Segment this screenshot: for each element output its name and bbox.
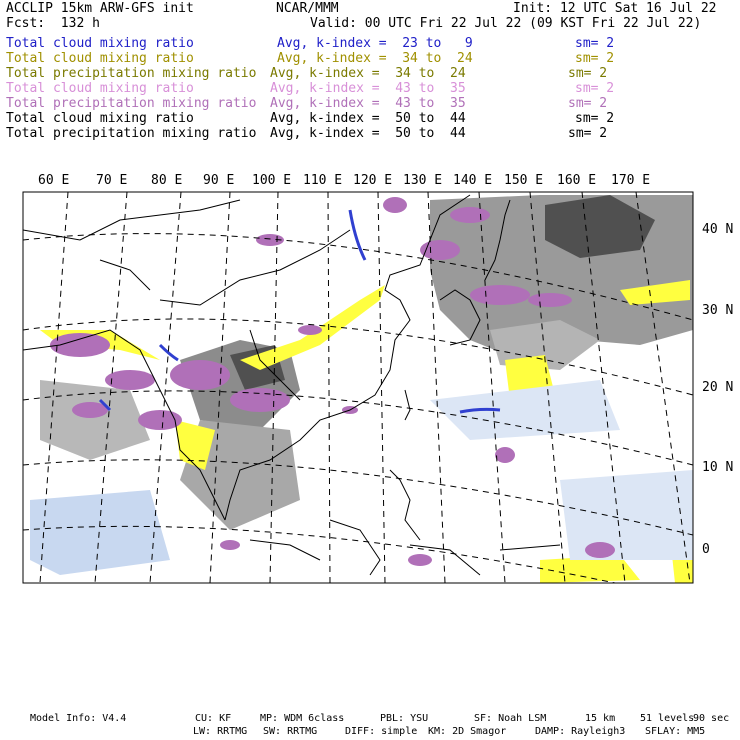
longitude-label: 120 E (353, 173, 393, 188)
longitude-label: 100 E (252, 173, 292, 188)
plot-title: ACCLIP 15km ARW-GFS init (6, 1, 194, 16)
legend-field: Total cloud mixing ratio (6, 81, 194, 96)
model-info-item: 51 levels (640, 713, 695, 724)
longitude-label: 80 E (151, 173, 183, 188)
model-info-item: KM: 2D Smagor (428, 726, 507, 737)
longitude-label: 60 E (38, 173, 70, 188)
legend-avg: Avg, k-index = 23 to 9 (277, 36, 473, 51)
legend-field: Total precipitation mixing ratio (6, 66, 257, 81)
init-time: Init: 12 UTC Sat 16 Jul 22 (513, 1, 717, 16)
legend-sm: sm= 2 (575, 111, 615, 126)
longitude-label: 110 E (303, 173, 343, 188)
legend-field: Total precipitation mixing ratio (6, 126, 257, 141)
model-info-item: Model Info: V4.4 (30, 713, 127, 724)
model-info-item: DIFF: simple (345, 726, 418, 737)
cloud-lightblue-pacific (430, 380, 620, 440)
longitude-label: 140 E (453, 173, 493, 188)
longitude-label: 90 E (203, 173, 235, 188)
legend-field: Total cloud mixing ratio (6, 51, 194, 66)
model-info-item: CU: KF (195, 713, 232, 724)
longitude-label: 170 E (611, 173, 651, 188)
legend-field: Total precipitation mixing ratio (6, 96, 257, 111)
latitude-label: 40 N (702, 222, 734, 237)
legend-avg: Avg, k-index = 50 to 44 (270, 111, 466, 126)
legend-sm: sm= 2 (575, 36, 615, 51)
legend-avg: Avg, k-index = 34 to 24 (270, 66, 466, 81)
cloud-lightblue-east (560, 470, 693, 560)
legend-avg: Avg, k-index = 43 to 35 (270, 81, 466, 96)
latitude-label: 20 N (702, 380, 734, 395)
model-info-item: SF: Noah LSM (474, 713, 547, 724)
organization: NCAR/MMM (276, 1, 339, 16)
model-info-item: DAMP: Rayleigh3 (535, 726, 626, 737)
longitude-label: 150 E (504, 173, 544, 188)
model-info-item: SFLAY: MM5 (645, 726, 706, 737)
legend-field: Total cloud mixing ratio (6, 36, 194, 51)
legend-avg: Avg, k-index = 43 to 35 (270, 96, 466, 111)
longitude-label: 70 E (96, 173, 128, 188)
longitude-label: 160 E (557, 173, 597, 188)
legend-sm: sm= 2 (568, 96, 608, 111)
model-info-item: 90 sec (693, 713, 730, 724)
latitude-label: 0 (702, 542, 710, 557)
legend-avg: Avg, k-index = 34 to 24 (277, 51, 473, 66)
model-info-item: PBL: YSU (380, 713, 429, 724)
legend-sm: sm= 2 (568, 66, 608, 81)
legend-sm: sm= 2 (575, 51, 615, 66)
legend-sm: sm= 2 (568, 126, 608, 141)
latitude-label: 30 N (702, 303, 734, 318)
model-info-item: SW: RRTMG (263, 726, 318, 737)
legend-field: Total cloud mixing ratio (6, 111, 194, 126)
model-info-item: MP: WDM 6class (260, 713, 345, 724)
cloud-lightblue-ocean (30, 490, 170, 575)
valid-time: Valid: 00 UTC Fri 22 Jul 22 (09 KST Fri 22 Jul 22) (310, 16, 702, 31)
model-info-item: 15 km (585, 713, 616, 724)
legend-sm: sm= 2 (575, 81, 615, 96)
legend-avg: Avg, k-index = 50 to 44 (270, 126, 466, 141)
latitude-label: 10 N (702, 460, 734, 475)
longitude-label: 130 E (403, 173, 443, 188)
model-info-item: LW: RRTMG (193, 726, 248, 737)
forecast-hour: Fcst: 132 h (6, 16, 100, 31)
